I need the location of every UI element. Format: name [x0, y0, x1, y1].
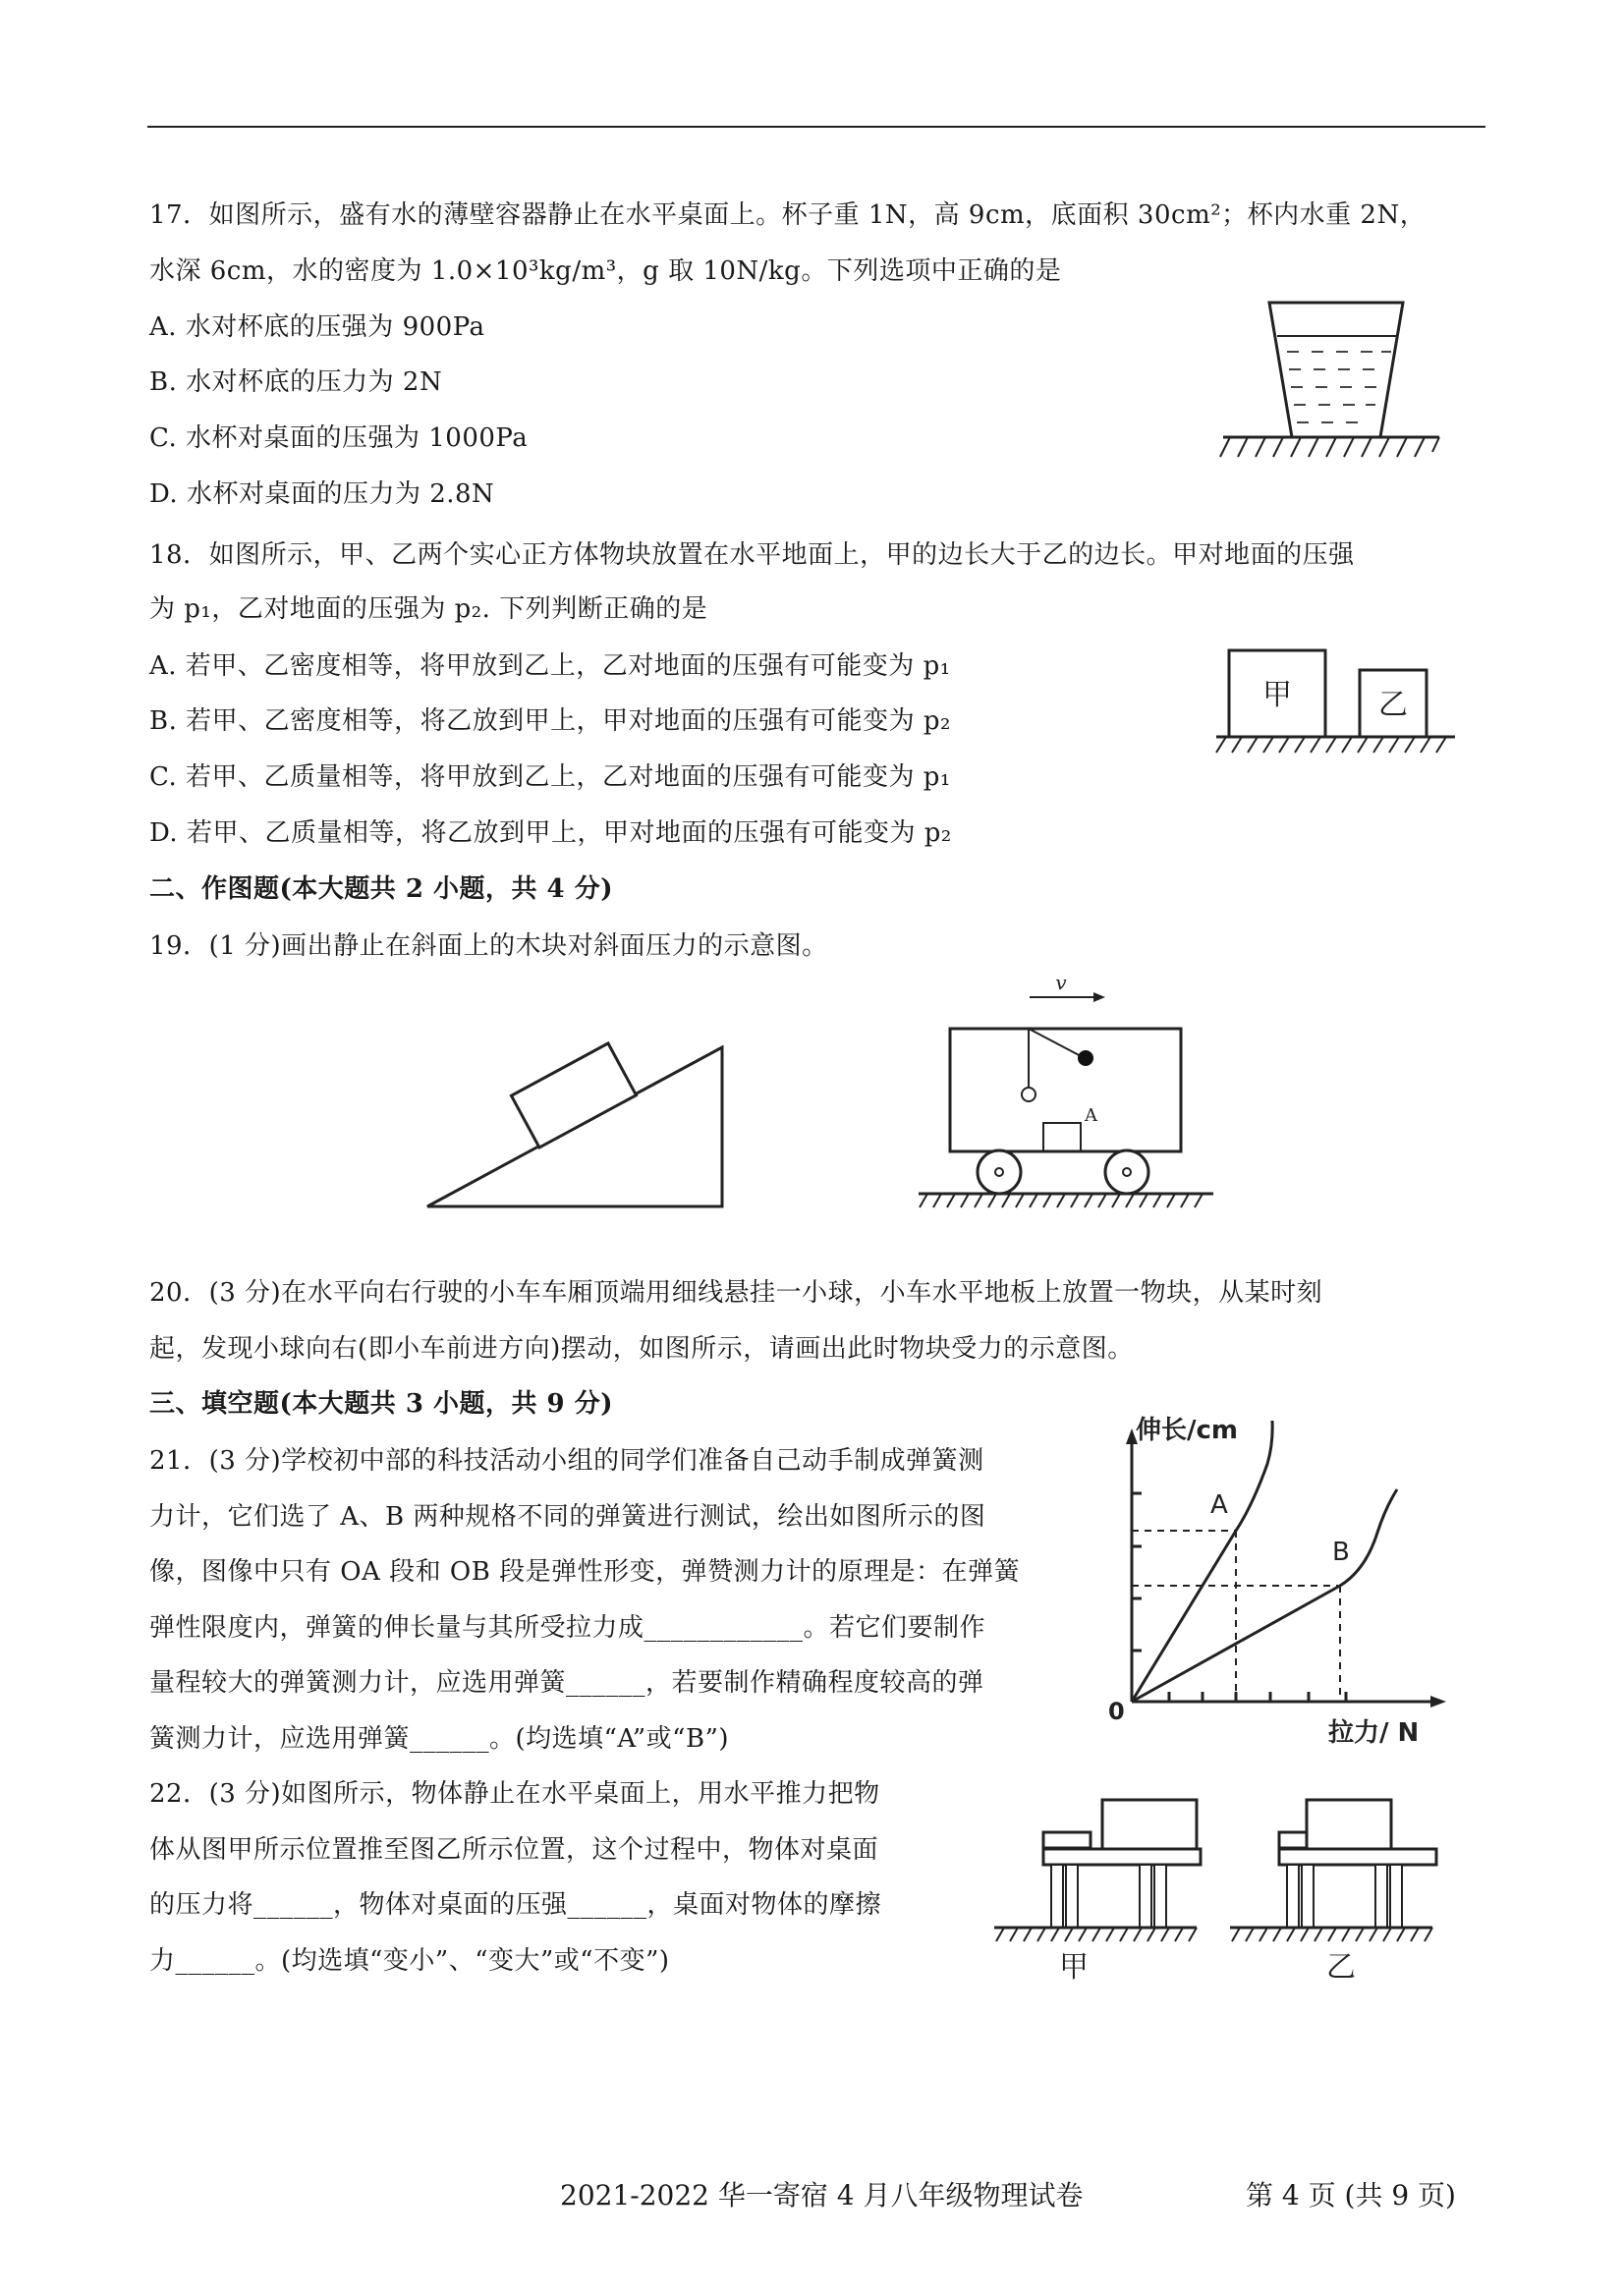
- line-b-label: B: [1332, 1538, 1350, 1567]
- q22-line-4: 力______。(均选填“变小”、“变大”或“不变”): [149, 1946, 670, 1976]
- incline-figure: [422, 1032, 737, 1218]
- cart-figure: [914, 971, 1218, 1218]
- q20-stem-line-1: 20．(3 分)在水平向右行驶的小车车厢顶端用细线悬挂一小球，小车水平地板上放置一物块，从某时刻: [149, 1278, 1323, 1308]
- q18-option-c: C. 若甲、乙质量相等，将甲放到乙上，乙对地面的压强有可能变为 p₁: [149, 762, 951, 792]
- q22-line-1: 22．(3 分)如图所示，物体静止在水平桌面上，用水平推力把物: [149, 1779, 880, 1809]
- footer-title: 2021-2022 华一寄宿 4 月八年级物理试卷: [560, 2179, 1084, 2212]
- header-rule: [147, 126, 1485, 128]
- q21-line-4: 弹性限度内，弹簧的伸长量与其所受拉力成____________。若它们要制作: [149, 1613, 986, 1643]
- q18-option-a: A. 若甲、乙密度相等，将甲放到乙上，乙对地面的压强有可能变为 p₁: [149, 651, 951, 681]
- label-jia: 甲: [1262, 678, 1292, 712]
- q17-option-c: C. 水杯对桌面的压强为 1000Pa: [149, 423, 529, 453]
- q17-option-a: A. 水对杯底的压强为 900Pa: [149, 312, 485, 342]
- q21-line-1: 21．(3 分)学校初中部的科技活动小组的同学们准备自己动手制成弹簧测: [149, 1446, 984, 1476]
- q18-option-d: D. 若甲、乙质量相等，将乙放到甲上，甲对地面的压强有可能变为 p₂: [149, 818, 952, 848]
- line-a-label: A: [1210, 1490, 1228, 1520]
- q18-stem-line-1: 18．如图所示，甲、乙两个实心正方体物块放置在水平地面上，甲的边长大于乙的边长。甲对地面的压强: [149, 540, 1355, 570]
- block-a-label: A: [1085, 1105, 1097, 1126]
- q20-stem-line-2: 起，发现小球向右(即小车前进方向)摆动，如图所示，请画出此时物块受力的示意图。: [149, 1334, 1134, 1364]
- table-figure-yi: [1228, 1788, 1434, 1985]
- label-yi-table: 乙: [1326, 1950, 1356, 1985]
- block-a: [1043, 1123, 1081, 1151]
- velocity-label: v: [1055, 971, 1067, 994]
- cup-figure: [1218, 295, 1444, 472]
- table-figure-jia: [992, 1788, 1199, 1985]
- wood-block: [511, 1043, 636, 1148]
- section-3-title: 三、填空题(本大题共 3 小题，共 9 分): [149, 1389, 613, 1419]
- q19-stem: 19．(1 分)画出静止在斜面上的木块对斜面压力的示意图。: [149, 931, 828, 961]
- q18-option-b: B. 若甲、乙密度相等，将乙放到甲上，甲对地面的压强有可能变为 p₂: [149, 706, 951, 736]
- footer-page: 第 4 页 (共 9 页): [1246, 2179, 1456, 2212]
- blocks-figure: [1214, 648, 1460, 766]
- q17-stem-line-1: 17．如图所示，盛有水的薄壁容器静止在水平桌面上。杯子重 1N，高 9cm，底面积 30cm²；杯内水重 2N，: [149, 200, 1427, 230]
- graph-origin: 0: [1108, 1698, 1125, 1725]
- spring-graph: [1100, 1415, 1459, 1749]
- label-jia-table: 甲: [1059, 1950, 1089, 1985]
- q21-line-2: 力计，它们选了 A、B 两种规格不同的弹簧进行测试，绘出如图所示的图: [149, 1502, 986, 1532]
- q21-line-5: 量程较大的弹簧测力计，应选用弹簧______，若要制作精确程度较高的弹: [149, 1668, 984, 1698]
- q17-option-d: D. 水杯对桌面的压力为 2.8N: [149, 479, 495, 509]
- label-yi: 乙: [1378, 688, 1408, 722]
- q17-stem-line-2: 水深 6cm，水的密度为 1.0×10³kg/m³，g 取 10N/kg。下列选项中正确的是: [149, 256, 1062, 286]
- q21-line-6: 簧测力计，应选用弹簧______。(均选填“A”或“B”): [149, 1724, 730, 1754]
- q21-line-3: 像，图像中只有 OA 段和 OB 段是弹性形变，弹赞测力计的原理是：在弹簧: [149, 1557, 1021, 1587]
- section-2-title: 二、作图题(本大题共 2 小题，共 4 分): [149, 874, 613, 904]
- q17-option-b: B. 水对杯底的压力为 2N: [149, 367, 443, 397]
- q18-stem-line-2: 为 p₁，乙对地面的压强为 p₂. 下列判断正确的是: [149, 594, 708, 624]
- spring-a-curve: [1132, 1421, 1272, 1702]
- q22-line-3: 的压力将______，物体对桌面的压强______，桌面对物体的摩擦: [149, 1890, 882, 1920]
- pendulum-ball: [1078, 1050, 1093, 1066]
- q22-line-2: 体从图甲所示位置推至图乙所示位置，这个过程中，物体对桌面: [149, 1835, 879, 1865]
- graph-xlabel: 拉力/ N: [1328, 1718, 1420, 1748]
- spring-b-curve: [1132, 1489, 1397, 1702]
- graph-ylabel: 伸长/cm: [1136, 1416, 1239, 1445]
